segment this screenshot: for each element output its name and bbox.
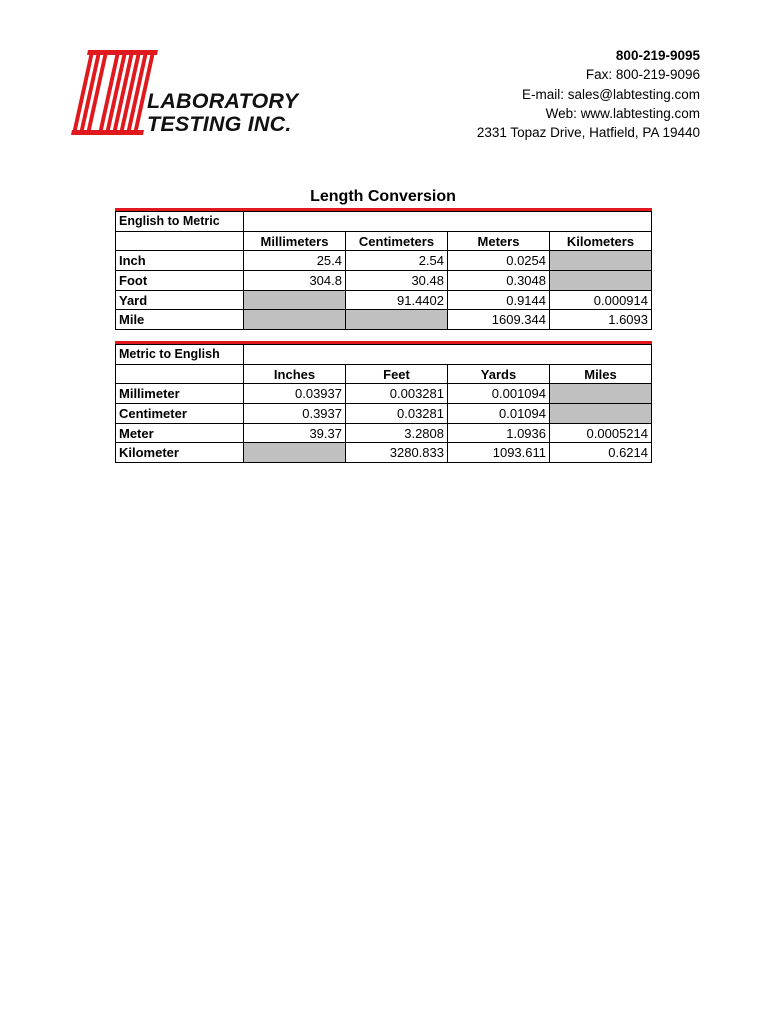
table-row xyxy=(116,423,652,443)
row-label: Millimeter xyxy=(116,384,244,404)
header-blank xyxy=(116,364,244,384)
column-header: Miles xyxy=(550,364,652,384)
value-cell: 0.0254 xyxy=(448,251,550,271)
row-label: Yard xyxy=(116,290,244,310)
header-blank xyxy=(116,231,244,251)
value-cell: 0.9144 xyxy=(448,290,550,310)
email-address[interactable]: E-mail: sales@labtesting.com xyxy=(521,86,700,102)
row-label: Mile xyxy=(116,310,244,330)
value-cell: 0.03281 xyxy=(346,404,448,424)
logo-wordmark xyxy=(147,90,298,136)
value-cell: 0.03937 xyxy=(244,384,346,404)
table-row xyxy=(116,310,652,330)
value-cell: 0.000914 xyxy=(550,290,652,310)
column-header: Meters xyxy=(448,231,550,251)
value-cell: 0.3048 xyxy=(448,271,550,291)
value-cell: 0.0005214 xyxy=(550,423,652,443)
value-cell: 30.48 xyxy=(346,271,448,291)
value-cell: 25.4 xyxy=(244,251,346,271)
value-cell: 91.4402 xyxy=(346,290,448,310)
column-header: Yards xyxy=(448,364,550,384)
table-row xyxy=(116,271,652,291)
empty-cell xyxy=(244,310,346,330)
value-cell: 0.3937 xyxy=(244,404,346,424)
empty-cell xyxy=(550,251,652,271)
empty-cell xyxy=(346,310,448,330)
value-cell: 0.01094 xyxy=(448,404,550,424)
phone-number: 800-219-9095 xyxy=(615,48,700,63)
value-cell: 0.001094 xyxy=(448,384,550,404)
english-to-metric-table xyxy=(115,211,652,330)
column-header: Feet xyxy=(346,364,448,384)
value-cell: 1093.611 xyxy=(448,443,550,463)
value-cell: 3280.833 xyxy=(346,443,448,463)
table-row xyxy=(116,443,652,463)
value-cell: 1.6093 xyxy=(550,310,652,330)
logo-line-1: LABORATORY xyxy=(147,89,299,113)
section-label: Metric to English xyxy=(116,345,244,365)
table-row xyxy=(116,384,652,404)
value-cell: 0.003281 xyxy=(346,384,448,404)
row-label: Foot xyxy=(116,271,244,291)
header-row xyxy=(116,231,652,251)
table-row xyxy=(116,290,652,310)
page-title: Length Conversion xyxy=(310,188,456,205)
row-label: Inch xyxy=(116,251,244,271)
value-cell: 0.6214 xyxy=(550,443,652,463)
value-cell: 2.54 xyxy=(346,251,448,271)
logo-line-2: TESTING INC. xyxy=(147,112,292,136)
metric-to-english-table xyxy=(115,344,652,463)
header-row xyxy=(116,364,652,384)
column-header: Centimeters xyxy=(346,231,448,251)
row-label: Centimeter xyxy=(116,404,244,424)
empty-cell xyxy=(550,404,652,424)
street-address: 2331 Topaz Drive, Hatfield, PA 19440 xyxy=(476,125,700,141)
table-row xyxy=(116,251,652,271)
column-header: Kilometers xyxy=(550,231,652,251)
value-cell: 304.8 xyxy=(244,271,346,291)
contact-info xyxy=(477,46,700,142)
value-cell: 39.37 xyxy=(244,423,346,443)
column-header: Millimeters xyxy=(244,231,346,251)
value-cell: 3.2808 xyxy=(346,423,448,443)
website[interactable]: Web: www.labtesting.com xyxy=(545,105,700,121)
logo-mark xyxy=(71,50,158,135)
empty-cell xyxy=(550,384,652,404)
empty-cell xyxy=(550,271,652,291)
empty-cell xyxy=(244,290,346,310)
section-label: English to Metric xyxy=(116,212,244,232)
row-label: Meter xyxy=(116,423,244,443)
row-label: Kilometer xyxy=(116,443,244,463)
column-header: Inches xyxy=(244,364,346,384)
value-cell: 1609.344 xyxy=(448,310,550,330)
fax-number: Fax: 800-219-9096 xyxy=(585,67,700,83)
empty-cell xyxy=(244,443,346,463)
table-row xyxy=(116,404,652,424)
value-cell: 1.0936 xyxy=(448,423,550,443)
